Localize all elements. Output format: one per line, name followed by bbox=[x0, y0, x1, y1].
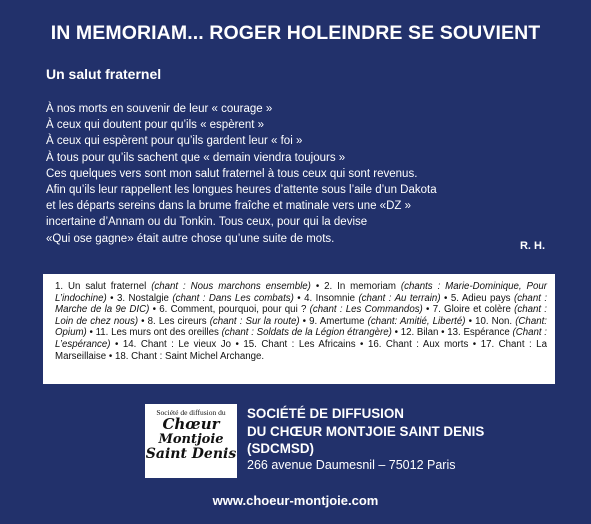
poem-title: Un salut fraternel bbox=[46, 66, 162, 82]
website-link[interactable]: www.choeur-montjoie.com bbox=[212, 493, 379, 508]
publisher-name: SOCIÉTÉ DE DIFFUSION DU CHŒUR MONTJOIE SAINT DENIS (SDCMSD) bbox=[247, 406, 485, 456]
poem-line: Ces quelques vers sont mon salut fraternel à tous ceux qui sont revenus. bbox=[46, 167, 418, 180]
track-item: 4. Insomnie (chant : Au terrain) bbox=[304, 292, 441, 304]
choeur-montjoie-logo bbox=[145, 404, 237, 478]
poem-line: Afin qu’ils leur rappellent les longues heures d’attente sous l’aile d’un Dakota bbox=[46, 184, 437, 197]
track-item: 2. In memoriam (chants : Marie-Dominique, Pour L’indochine) bbox=[55, 281, 548, 304]
signature: R. H. bbox=[519, 240, 545, 252]
logo-line-saint-denis: Saint Denis bbox=[145, 446, 237, 462]
logo-line-choeur: Chœur bbox=[162, 415, 220, 433]
track-list: 1. Un salut fraternel (chant : Nous marchons ensemble) • 2. In memoriam (chants : Marie-Dominique, Pour L’indochine) • 3. Nostalgie (chant : Dans Les combats) • 4. Insomnie (chant : Au terrain) • 5. Adieu pays (chant : Marche de la 9e DIC) • 6. Comment, pourquoi, pour qui ? (chant : Les Commandos) • 7. Gloire et colère (chant : Loin de chez nous) • 8. Les cireurs (chant : Sur la route) • 9. Amertume (chant: Amitié, Liberté) • 10. Non. (Chant: Opium) • 11. Les murs ont des oreilles (chant : Soldats de la Légion étrangère) • 12. Bilan • 13. Espérance (Chant : L’espérance) • 14. Chant : Le vieux Jo • 15. Chant : Les Africains • 16. Chant : Aux morts • 17. Chant : La Marseillaise • 18. Chant : Saint Michel Archange. bbox=[43, 274, 555, 384]
track-item: 1. Un salut fraternel (chant : Nous marchons ensemble) bbox=[55, 281, 311, 292]
page-title: IN MEMORIAM... ROGER HOLEINDRE SE SOUVIENT bbox=[50, 22, 541, 44]
track-item: 5. Adieu pays (chant : Marche de la 9e DIC) bbox=[55, 292, 548, 316]
publisher-address: 266 avenue Daumesnil – 75012 Paris bbox=[247, 458, 456, 472]
track-item: 13. Espérance (Chant : L’espérance) bbox=[55, 327, 547, 350]
track-item: 9. Amertume (chant: Amitié, Liberté) bbox=[309, 315, 466, 327]
poem-text bbox=[46, 101, 546, 247]
track-item: 17. Chant : La Marseillaise bbox=[55, 338, 547, 362]
poem-line: À tous pour qu’ils sachent que « demain viendra toujours » bbox=[46, 151, 346, 164]
track-item: 11. Les murs ont des oreilles (chant : Soldats de la Légion étrangère) bbox=[95, 327, 392, 339]
track-item: 12. Bilan bbox=[400, 327, 439, 339]
track-item: 16. Chant : Aux morts bbox=[367, 338, 469, 350]
track-item: 14. Chant : Le vieux Jo bbox=[122, 338, 231, 350]
track-item: 8. Les cireurs (chant : Sur la route) bbox=[147, 315, 300, 327]
track-item: 15. Chant : Les Africains bbox=[243, 338, 356, 350]
track-item: 6. Comment, pourquoi, pour qui ? (chant : Les Commandos) bbox=[159, 304, 423, 316]
poem-line: À nos morts en souvenir de leur « courage » bbox=[46, 103, 273, 115]
track-item: 7. Gloire et colère (chant : Loin de chez nous) bbox=[55, 304, 547, 327]
poem-line: incertaine d’Annam ou du Tonkin. Tous ceux, pour qui la devise bbox=[46, 216, 368, 229]
track-item: 18. Chant : Saint Michel Archange. bbox=[114, 350, 265, 362]
poem-line: «Qui ose gagne» était autre chose qu’une suite de mots. bbox=[46, 232, 335, 245]
poem-line: À ceux qui doutent pour qu’ils « espèrent » bbox=[46, 119, 265, 132]
track-item: 10. Non. (Chant: Opium) bbox=[55, 315, 547, 339]
logo-caption: Société de diffusion du bbox=[156, 408, 226, 417]
track-item: 3. Nostalgie (chant : Dans Les combats) bbox=[117, 292, 294, 304]
poem-line: À ceux qui espèrent pour qu’ils gardent leur « foi » bbox=[46, 135, 303, 148]
poem-line: et les départs sereins dans la brume fraîche et matinale vers une «DZ » bbox=[46, 200, 411, 213]
logo-line-montjoie: Montjoie bbox=[158, 432, 224, 447]
